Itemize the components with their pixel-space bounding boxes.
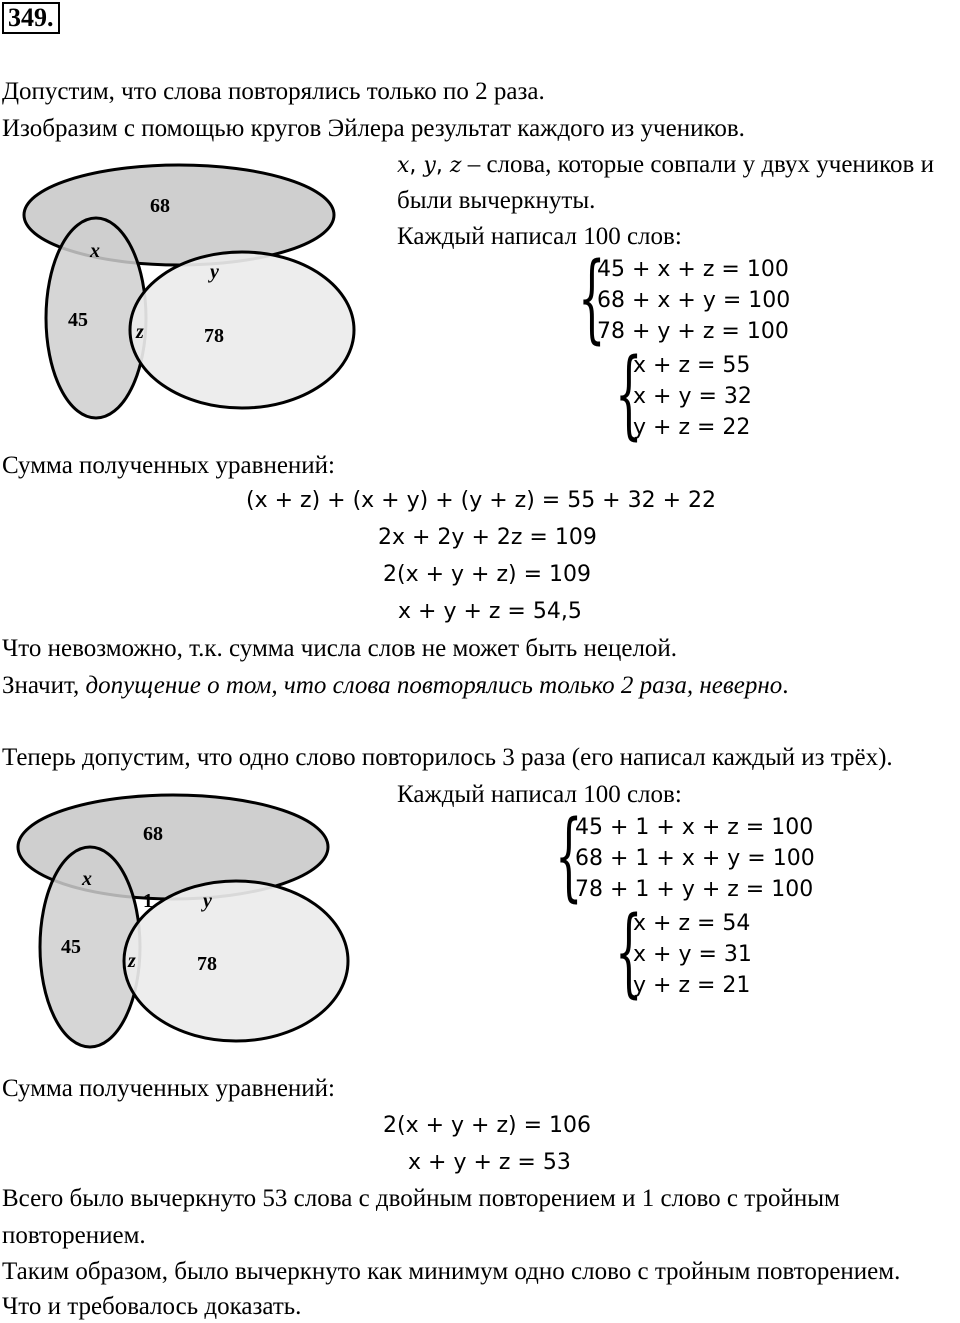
label-x: x bbox=[82, 868, 92, 890]
final-line: повторением. bbox=[2, 1222, 146, 1249]
equation: x + z = 54 bbox=[633, 911, 751, 936]
equation: 45 + 1 + x + z = 100 bbox=[575, 815, 814, 840]
label-z: z bbox=[136, 321, 144, 343]
brace: { bbox=[615, 896, 643, 1008]
equation: (x + z) + (x + y) + (y + z) = 55 + 32 + 22 bbox=[246, 488, 717, 513]
label-68: 68 bbox=[150, 195, 170, 217]
equation: 2x + 2y + 2z = 109 bbox=[378, 525, 597, 550]
equation: 68 + 1 + x + y = 100 bbox=[575, 846, 815, 871]
ellipse-78 bbox=[130, 252, 354, 408]
brace: { bbox=[615, 338, 643, 450]
equation: 2(x + y + z) = 109 bbox=[383, 562, 592, 587]
label-78: 78 bbox=[197, 953, 217, 975]
label-45: 45 bbox=[68, 309, 88, 331]
each-wrote: Каждый написал 100 слов: bbox=[397, 223, 682, 250]
label-z: z bbox=[128, 950, 136, 972]
equation: 78 + y + z = 100 bbox=[597, 319, 789, 344]
variables-line: x, y, z – слова, которые совпали у двух учеников и bbox=[397, 151, 934, 178]
sum-label: Сумма полученных уравнений: bbox=[2, 452, 335, 479]
euler-diagram-2 bbox=[8, 785, 358, 1055]
equation: 68 + x + y = 100 bbox=[597, 288, 791, 313]
equation: 78 + 1 + y + z = 100 bbox=[575, 877, 814, 902]
ellipse-78 bbox=[124, 881, 348, 1041]
label-68: 68 bbox=[143, 823, 163, 845]
now-assume-line: Теперь допустим, что одно слово повторилось 3 раза (его написал каждый из трёх). bbox=[2, 744, 893, 771]
equation: x + z = 55 bbox=[633, 353, 751, 378]
conclusion-line: Значит, допущение о том, что слова повторялись только 2 раза, неверно. bbox=[2, 672, 789, 699]
label-78: 78 bbox=[204, 325, 224, 347]
equation: x + y = 32 bbox=[633, 384, 752, 409]
sum-label: Сумма полученных уравнений: bbox=[2, 1075, 335, 1102]
equation: 2(x + y + z) = 106 bbox=[383, 1113, 592, 1138]
brace: { bbox=[555, 800, 583, 912]
equation: x + y = 31 bbox=[633, 942, 752, 967]
equation: y + z = 22 bbox=[633, 415, 751, 440]
impossible-line: Что невозможно, т.к. сумма числа слов не может быть нецелой. bbox=[2, 635, 678, 662]
equation: y + z = 21 bbox=[633, 973, 751, 998]
intro-line: Допустим, что слова повторялись только по 2 раза. bbox=[2, 78, 545, 105]
each-wrote: Каждый написал 100 слов: bbox=[397, 781, 682, 808]
equation: 45 + x + z = 100 bbox=[597, 257, 789, 282]
brace: { bbox=[578, 242, 606, 354]
equation: x + y + z = 54,5 bbox=[398, 599, 582, 624]
label-45: 45 bbox=[61, 936, 81, 958]
final-line: Всего было вычеркнуто 53 слова с двойным повторением и 1 слово с тройным bbox=[2, 1185, 840, 1212]
problem-number: 349. bbox=[2, 2, 60, 34]
equation: x + y + z = 53 bbox=[408, 1150, 571, 1175]
label-x: x bbox=[90, 240, 100, 262]
label-y: y bbox=[210, 261, 219, 283]
label-y: y bbox=[203, 890, 212, 912]
intro-line: Изобразим с помощью кругов Эйлера результат каждого из учеников. bbox=[2, 115, 745, 142]
variables-line-2: были вычеркнуты. bbox=[397, 187, 596, 214]
label-1: 1 bbox=[143, 890, 153, 912]
final-line: Что и требовалось доказать. bbox=[2, 1293, 302, 1320]
final-line: Таким образом, было вычеркнуто как минимум одно слово с тройным повторением. bbox=[2, 1258, 901, 1285]
euler-diagram-1 bbox=[14, 160, 364, 425]
